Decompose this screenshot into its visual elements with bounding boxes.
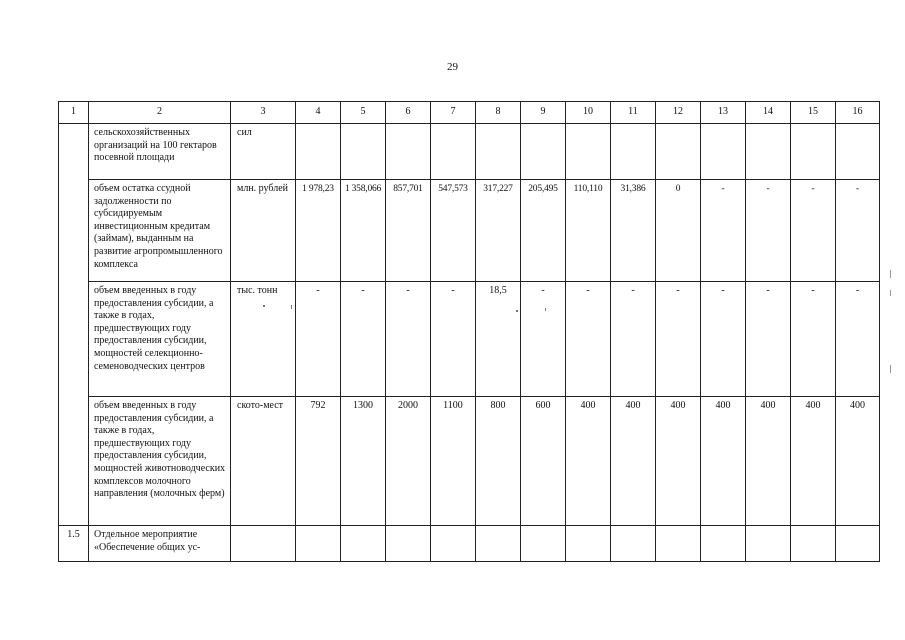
row-number-cell bbox=[59, 124, 89, 526]
value-cell bbox=[521, 526, 566, 562]
table-row bbox=[59, 397, 880, 526]
value-cell: - bbox=[746, 282, 791, 397]
value-cell: 400 bbox=[746, 397, 791, 526]
scan-speck bbox=[516, 310, 518, 312]
column-header: 15 bbox=[791, 102, 836, 124]
indicator-description: объем введенных в году предоставления субсидии, а также в годах, предшествующих году предоставления субсидии, мощностей животноводческих комплексов молочного направления (молочных ферм) bbox=[89, 397, 231, 526]
value-cell: - bbox=[566, 282, 611, 397]
value-cell: 2000 bbox=[386, 397, 431, 526]
column-header: 8 bbox=[476, 102, 521, 124]
value-cell bbox=[386, 526, 431, 562]
column-header: 16 bbox=[836, 102, 880, 124]
value-cell: - bbox=[386, 282, 431, 397]
value-cell: 18,5 bbox=[476, 282, 521, 397]
value-cell bbox=[431, 124, 476, 180]
value-cell bbox=[611, 124, 656, 180]
value-cell: 31,386 bbox=[611, 180, 656, 282]
value-cell: 1 358,066 bbox=[341, 180, 386, 282]
column-header: 5 bbox=[341, 102, 386, 124]
row-number-cell: 1.5 bbox=[59, 526, 89, 562]
value-cell bbox=[476, 526, 521, 562]
value-cell: - bbox=[521, 282, 566, 397]
value-cell: - bbox=[836, 282, 880, 397]
value-cell bbox=[476, 124, 521, 180]
value-cell: - bbox=[656, 282, 701, 397]
column-header: 3 bbox=[231, 102, 296, 124]
value-cell: 0 bbox=[656, 180, 701, 282]
unit-cell: тыс. тонн bbox=[231, 282, 296, 397]
value-cell bbox=[566, 124, 611, 180]
value-cell: - bbox=[701, 180, 746, 282]
value-cell bbox=[746, 124, 791, 180]
value-cell bbox=[296, 526, 341, 562]
value-cell bbox=[296, 124, 341, 180]
column-header: 4 bbox=[296, 102, 341, 124]
value-cell: 400 bbox=[611, 397, 656, 526]
value-cell: 400 bbox=[791, 397, 836, 526]
column-header: 11 bbox=[611, 102, 656, 124]
indicator-description: объем остатка ссудной задолженности по субсидируемым инвестиционным кредитам (займам), выданным на развитие агропромышленного комплекса bbox=[89, 180, 231, 282]
value-cell bbox=[386, 124, 431, 180]
header-row bbox=[59, 102, 880, 124]
column-header: 1 bbox=[59, 102, 89, 124]
value-cell bbox=[566, 526, 611, 562]
value-cell bbox=[521, 124, 566, 180]
scan-speck bbox=[263, 305, 265, 307]
value-cell bbox=[656, 526, 701, 562]
value-cell: 1100 bbox=[431, 397, 476, 526]
value-cell: - bbox=[836, 180, 880, 282]
value-cell: - bbox=[701, 282, 746, 397]
value-cell bbox=[746, 526, 791, 562]
scan-mark bbox=[890, 270, 891, 278]
column-header: 13 bbox=[701, 102, 746, 124]
value-cell: - bbox=[746, 180, 791, 282]
value-cell bbox=[656, 124, 701, 180]
scan-mark bbox=[890, 365, 891, 373]
unit-cell bbox=[231, 526, 296, 562]
value-cell: 1300 bbox=[341, 397, 386, 526]
table-row bbox=[59, 526, 880, 562]
value-cell: 400 bbox=[836, 397, 880, 526]
value-cell: 600 bbox=[521, 397, 566, 526]
value-cell: 317,227 bbox=[476, 180, 521, 282]
value-cell bbox=[431, 526, 476, 562]
value-cell: 792 bbox=[296, 397, 341, 526]
value-cell: 400 bbox=[656, 397, 701, 526]
column-header: 7 bbox=[431, 102, 476, 124]
scan-mark bbox=[890, 290, 891, 296]
scan-speck bbox=[291, 305, 292, 309]
indicator-description: Отдельное мероприятие «Обеспечение общих ус- bbox=[89, 526, 231, 562]
scan-speck bbox=[545, 308, 546, 311]
value-cell: 205,495 bbox=[521, 180, 566, 282]
indicator-description: объем введенных в году предоставления субсидии, а также в годах, предшествующих году предоставления субсидии, мощностей селекционно-семеноводческих центров bbox=[89, 282, 231, 397]
unit-cell: сил bbox=[231, 124, 296, 180]
unit-cell: ското-мест bbox=[231, 397, 296, 526]
value-cell bbox=[701, 124, 746, 180]
table-row bbox=[59, 124, 880, 180]
column-header: 9 bbox=[521, 102, 566, 124]
value-cell: - bbox=[791, 282, 836, 397]
value-cell: 110,110 bbox=[566, 180, 611, 282]
value-cell: 800 bbox=[476, 397, 521, 526]
value-cell: - bbox=[431, 282, 476, 397]
table-row bbox=[59, 180, 880, 282]
column-header: 10 bbox=[566, 102, 611, 124]
page-number: 29 bbox=[447, 61, 458, 73]
value-cell: - bbox=[341, 282, 386, 397]
value-cell: - bbox=[296, 282, 341, 397]
value-cell: - bbox=[791, 180, 836, 282]
value-cell bbox=[341, 124, 386, 180]
column-header: 14 bbox=[746, 102, 791, 124]
value-cell: 400 bbox=[701, 397, 746, 526]
value-cell: 547,573 bbox=[431, 180, 476, 282]
value-cell bbox=[836, 124, 880, 180]
value-cell: 400 bbox=[566, 397, 611, 526]
column-header: 12 bbox=[656, 102, 701, 124]
value-cell bbox=[791, 526, 836, 562]
value-cell bbox=[341, 526, 386, 562]
value-cell: 1 978,23 bbox=[296, 180, 341, 282]
value-cell: - bbox=[611, 282, 656, 397]
value-cell bbox=[611, 526, 656, 562]
value-cell bbox=[701, 526, 746, 562]
value-cell: 857,701 bbox=[386, 180, 431, 282]
value-cell bbox=[791, 124, 836, 180]
column-header: 6 bbox=[386, 102, 431, 124]
column-header: 2 bbox=[89, 102, 231, 124]
value-cell bbox=[836, 526, 880, 562]
table-row bbox=[59, 282, 880, 397]
data-table bbox=[58, 101, 880, 562]
unit-cell: млн. рублей bbox=[231, 180, 296, 282]
indicator-description: сельскохозяйственных организаций на 100 гектаров посевной площади bbox=[89, 124, 231, 180]
